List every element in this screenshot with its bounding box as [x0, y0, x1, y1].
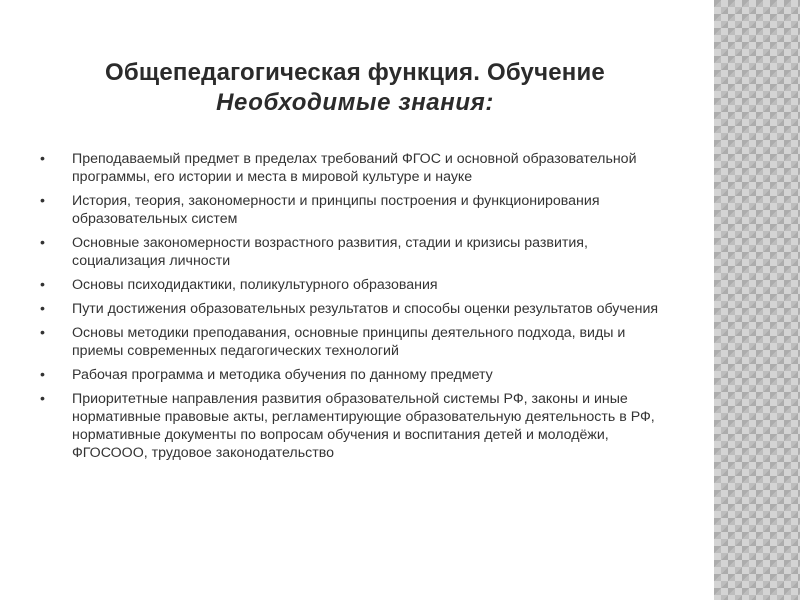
bullet-icon: •	[40, 301, 45, 317]
slide-title	[30, 58, 680, 118]
title-line-subtitle: Необходимые знания:	[216, 89, 494, 116]
list-item	[40, 150, 680, 186]
list-item	[40, 276, 680, 294]
list-item	[40, 324, 680, 360]
title-line-main: Общепедагогическая функция. Обучение	[105, 59, 605, 86]
list-item-text: Преподаваемый предмет в пределах требований ФГОС и основной образовательной программы, его истории и места в мировой культуре и науке	[72, 151, 637, 185]
list-item-text: Пути достижения образовательных результатов и способы оценки результатов обучения	[72, 301, 659, 317]
bullet-icon: •	[40, 151, 45, 167]
bullet-icon: •	[40, 391, 45, 407]
list-item-text: История, теория, закономерности и принципы построения и функционирования образовательных систем	[72, 193, 600, 227]
list-item	[40, 390, 680, 462]
bullet-icon: •	[40, 235, 45, 251]
list-item-text: Рабочая программа и методика обучения по данному предмету	[72, 367, 493, 383]
bullet-icon: •	[40, 367, 45, 383]
list-item	[40, 366, 680, 384]
list-item	[40, 300, 680, 318]
list-item	[40, 234, 680, 270]
list-item-text: Основы психодидактики, поликультурного образования	[72, 277, 438, 293]
bullet-list	[40, 150, 680, 468]
bullet-icon: •	[40, 277, 45, 293]
list-item-text: Основы методики преподавания, основные принципы деятельного подхода, виды и приемы современных педагогических технологий	[72, 325, 626, 359]
decorative-side-panel	[714, 0, 800, 600]
bullet-icon: •	[40, 193, 45, 209]
list-item-text: Приоритетные направления развития образовательной системы РФ, законы и иные нормативные правовые акты, регламентирующие образовательную деятельность в РФ, нормативные документы по вопросам обучения и воспитания детей и молодёжи, ФГОСООО, трудовое законодательство	[72, 391, 655, 461]
list-item	[40, 192, 680, 228]
list-item-text: Основные закономерности возрастного развития, стадии и кризисы развития, социализация личности	[72, 235, 588, 269]
bullet-icon: •	[40, 325, 45, 341]
